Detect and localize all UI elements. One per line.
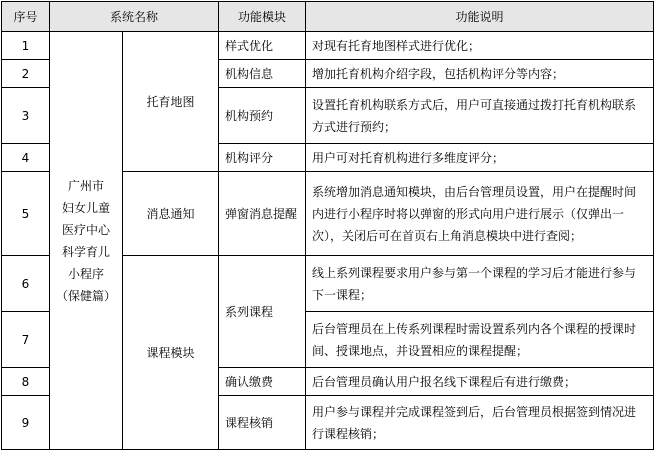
module-cell: 机构评分 — [219, 144, 306, 172]
description-cell: 对现有托育地图样式进行优化； — [306, 32, 654, 60]
description-cell: 增加托育机构介绍字段，包括机构评分等内容； — [306, 60, 654, 88]
seq-cell: 5 — [2, 172, 50, 256]
description-cell: 线上系列课程要求用户参与第一个课程的学习后才能进行参与下一课程； — [306, 256, 654, 312]
seq-cell: 2 — [2, 60, 50, 88]
seq-cell: 9 — [2, 396, 50, 450]
seq-cell: 7 — [2, 312, 50, 368]
system-name-line: （保健篇） — [56, 288, 117, 303]
module-cell: 机构预约 — [219, 88, 306, 144]
description-cell: 用户可对托育机构进行多维度评分； — [306, 144, 654, 172]
seq-cell: 3 — [2, 88, 50, 144]
group-cell-course: 课程模块 — [123, 256, 219, 450]
description-cell: 设置托育机构联系方式后，用户可直接通过拨打托育机构联系方式进行预约； — [306, 88, 654, 144]
description-cell: 后台管理员在上传系列课程时需设置系列内各个课程的授课时间、授课地点，并设置相应的课程提醒； — [306, 312, 654, 368]
seq-cell: 6 — [2, 256, 50, 312]
header-function-module: 功能模块 — [219, 2, 306, 32]
group-cell-notify: 消息通知 — [123, 172, 219, 256]
table-row — [2, 32, 654, 60]
description-cell: 后台管理员确认用户报名线下课程后有进行缴费； — [306, 368, 654, 396]
seq-cell: 4 — [2, 144, 50, 172]
module-cell: 机构信息 — [219, 60, 306, 88]
group-cell-map: 托育地图 — [123, 32, 219, 172]
module-cell: 确认缴费 — [219, 368, 306, 396]
feature-spec-table — [1, 1, 654, 450]
system-name-line: 妇女儿童 — [61, 200, 110, 215]
description-cell: 用户参与课程并完成课程签到后，后台管理员根据签到情况进行课程核销； — [306, 396, 654, 450]
header-system-name: 系统名称 — [50, 2, 219, 32]
module-cell: 系列课程 — [219, 256, 306, 368]
seq-cell: 1 — [2, 32, 50, 60]
system-name-line: 医疗中心 — [61, 222, 110, 237]
module-cell: 课程核销 — [219, 396, 306, 450]
module-cell: 样式优化 — [219, 32, 306, 60]
system-name-cell — [50, 32, 123, 450]
module-cell: 弹窗消息提醒 — [219, 172, 306, 256]
system-name-line: 科学育儿 — [61, 244, 110, 259]
header-function-description: 功能说明 — [306, 2, 654, 32]
header-seq: 序号 — [2, 2, 50, 32]
description-cell: 系统增加消息通知模块，由后台管理员设置，用户在提醒时间内进行小程序时将以弹窗的形式向用户进行展示（仅弹出一次），关闭后可在首页右上角消息模块中进行查阅； — [306, 172, 654, 256]
system-name-line: 广州市 — [67, 178, 104, 193]
seq-cell: 8 — [2, 368, 50, 396]
system-name-line: 小程序 — [67, 266, 104, 281]
header-row — [2, 2, 654, 32]
